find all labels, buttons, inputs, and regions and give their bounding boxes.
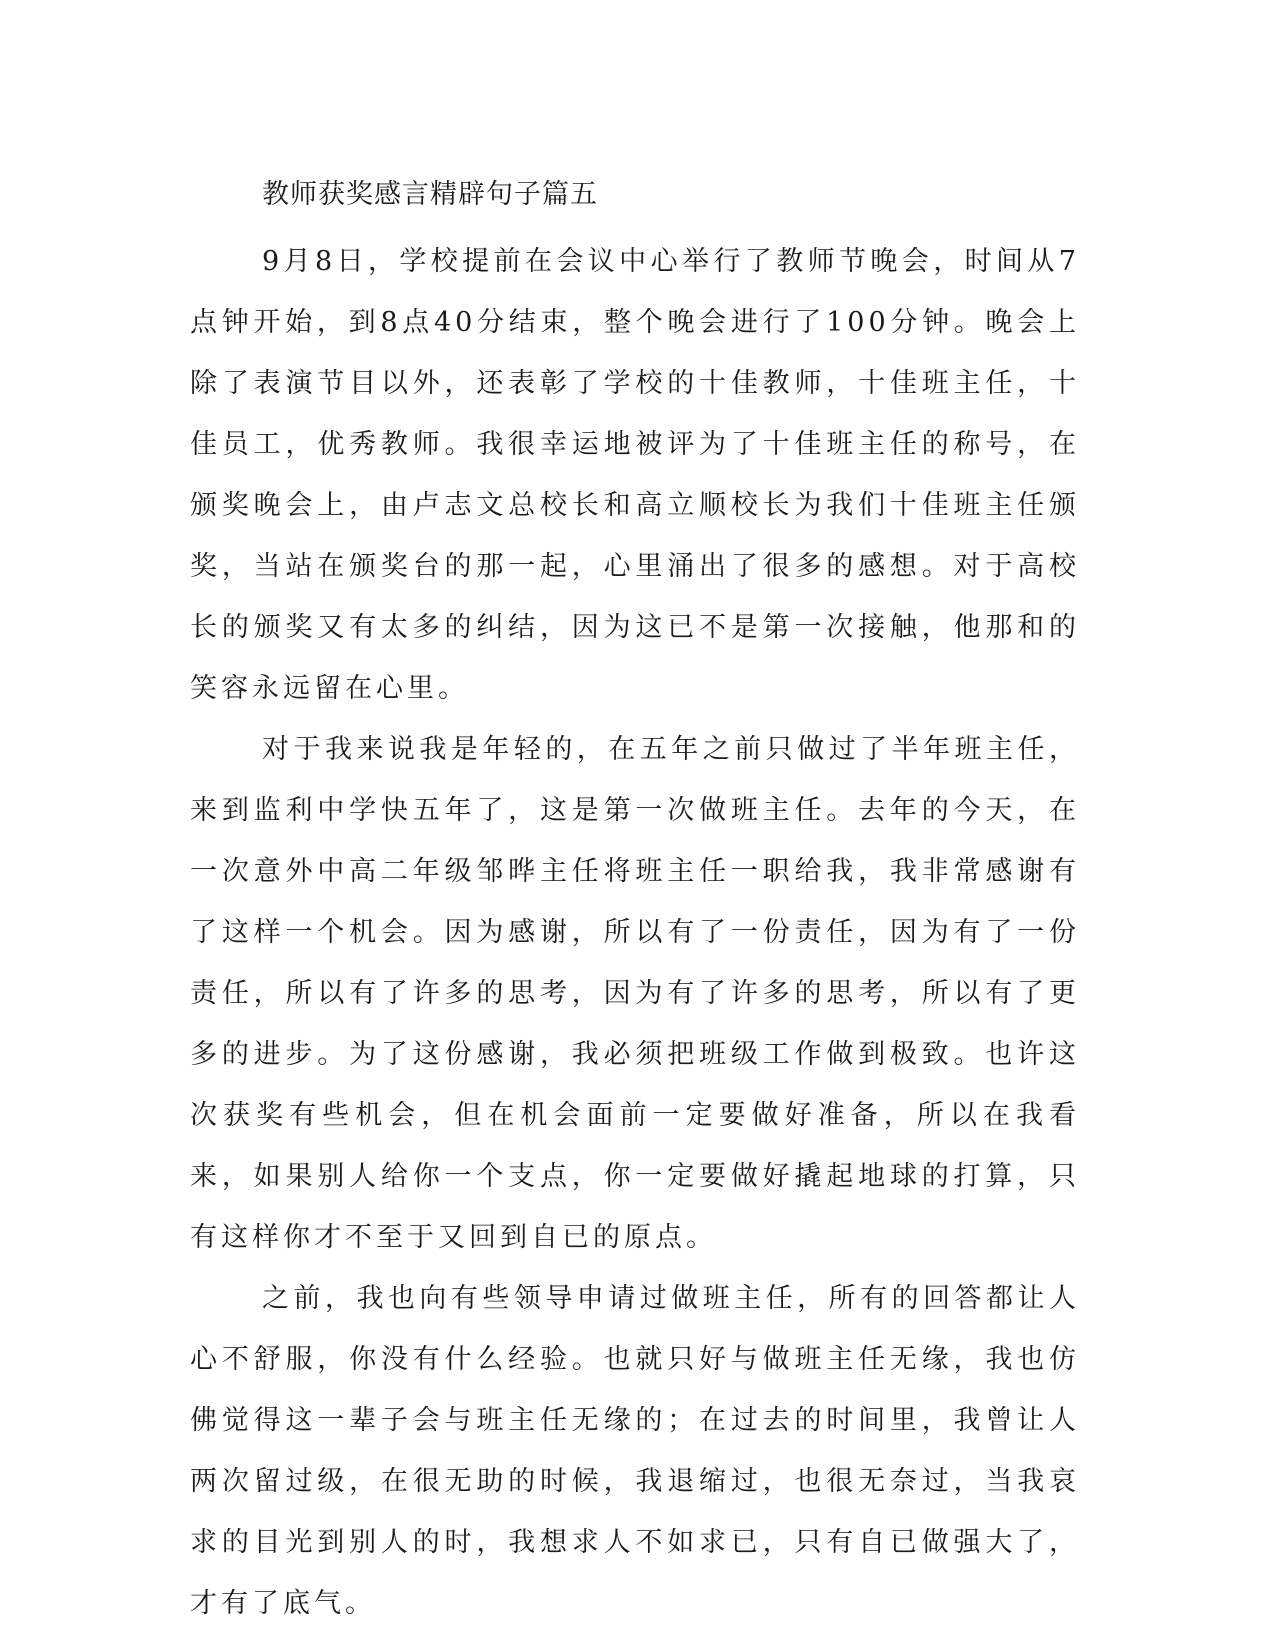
document-title: 教师获奖感言精辟句子篇五 [262, 179, 598, 210]
document-body [190, 165, 1080, 1634]
paragraph-2: 对于我来说我是年轻的，在五年之前只做过了半年班主任，来到监利中学快五年了，这是第一次做班主任。去年的今天，在一次意外中高二年级邹晔主任将班主任一职给我，我非常感谢有了这样一个机会。因为感谢，所以有了一份责任，因为有了一份责任，所以有了许多的思考，因为有了许多的思考，所以有了更多的进步。为了这份感谢，我必须把班级工作做到极致。也许这次获奖有些机会，但在机会面前一定要做好准备，所以在我看来，如果别人给你一个支点，你一定要做好撬起地球的打算，只有这样你才不至于又回到自已的原点。 [190, 734, 1080, 1253]
paragraph-1: 9月8日，学校提前在会议中心举行了教师节晚会，时间从7点钟开始，到8点40分结束，整个晚会进行了100分钟。晚会上除了表演节目以外，还表彰了学校的十佳教师，十佳班主任，十佳员工，优秀教师。我很幸运地被评为了十佳班主任的称号，在颁奖晚会上，由卢志文总校长和高立顺校长为我们十佳班主任颁奖，当站在颁奖台的那一起，心里涌出了很多的感想。对于高校长的颁奖又有太多的纠结，因为这已不是第一次接触，他那和的笑容永远留在心里。 [190, 246, 1080, 704]
paragraph-3: 之前，我也向有些领导申请过做班主任，所有的回答都让人心不舒服，你没有什么经验。也就只好与做班主任无缘，我也仿佛觉得这一辈子会与班主任无缘的；在过去的时间里，我曾让人两次留过级，在很无助的时候，我退缩过，也很无奈过，当我哀求的目光到别人的时，我想求人不如求已，只有自已做强大了，才有了底气。 [190, 1283, 1080, 1619]
